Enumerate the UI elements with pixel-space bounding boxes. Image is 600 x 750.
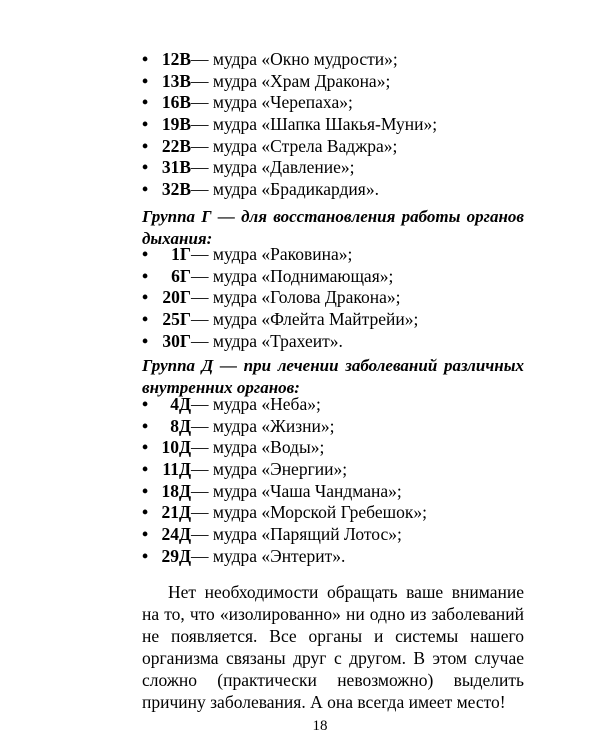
bullet: • [142,394,149,414]
mudra-name: — мудра «Энтерит». [191,545,346,566]
mudra-name: — мудра «Черепаха»; [191,92,353,113]
group-d-list [0,394,600,568]
bullet: • [142,502,149,523]
bullet: • [142,70,149,91]
page-number: 18 [312,718,328,734]
mudra-name: — мудра «Неба»; [191,394,321,414]
list-item [0,49,600,71]
group-g-heading: Группа Г — для восстановления работы органов дыхания: [142,207,524,248]
mudra-name: — мудра «Энергии»; [191,459,348,480]
mudra-code: 4Д [170,394,191,414]
bullet: • [142,480,149,501]
list-item [0,266,600,288]
list-item [0,481,600,503]
list-item [0,244,600,266]
mudra-name: — мудра «Воды»; [191,437,325,458]
mudra-code: 30Г [162,330,191,351]
bullet: • [142,309,149,330]
group-d-heading: Группа Д — при лечении заболеваний различных внутренних органов: [142,356,524,397]
body-paragraph: Нет необходимости обращать ваше внимание на то, что «изолированно» ни одно из заболеваний не появляется. Все органы и системы нашего организма связаны друг с другом. В этом случае сложно (практически невозможно) выделить причину заболевания. А она всегда имеет место! [142,582,524,712]
mudra-code: 20Г [162,287,191,308]
mudra-name: — мудра «Голова Дракона»; [191,287,401,308]
mudra-code: 18Д [161,480,191,501]
bullet: • [142,330,149,351]
list-item [0,114,600,136]
mudra-name: — мудра «Шапка Шакья-Муни»; [191,114,438,135]
mudra-name: — мудра «Давление»; [191,157,355,178]
bullet: • [142,415,149,436]
bullet: • [142,265,149,286]
mudra-name: — мудра «Стрела Ваджра»; [191,135,398,156]
bullet: • [142,92,149,113]
mudra-code: 21Д [161,502,191,523]
list-item [0,394,600,416]
list-item [0,71,600,93]
list-item [0,502,600,524]
mudra-code: 16В [161,92,191,113]
bullet: • [142,157,149,178]
list-item [0,416,600,438]
list-item [0,179,600,201]
mudra-code: 25Г [162,309,191,330]
mudra-name: — мудра «Раковина»; [191,244,353,264]
list-item [0,546,600,568]
mudra-name: — мудра «Окно мудрости»; [191,49,398,69]
bullet: • [142,437,149,458]
mudra-code: 31В [161,157,191,178]
mudra-name: — мудра «Трахеит». [191,330,343,351]
mudra-name: — мудра «Храм Дракона»; [191,70,391,91]
mudra-code: 19В [161,114,191,135]
bullet: • [142,114,149,135]
mudra-name: — мудра «Поднимающая»; [191,265,394,286]
mudra-name: — мудра «Брадикардия». [191,179,379,200]
mudra-code: 24Д [161,524,191,545]
bullet: • [142,287,149,308]
mudra-name: — мудра «Флейта Майтрейи»; [191,309,419,330]
bullet: • [142,49,149,69]
bullet: • [142,545,149,566]
group-g-list [0,244,600,352]
list-item [0,331,600,353]
list-item [0,287,600,309]
mudra-code: 12В [161,49,191,69]
group-v-list [0,49,600,201]
bullet: • [142,179,149,200]
mudra-code: 8Д [170,415,191,436]
mudra-code: 10Д [161,437,191,458]
bullet: • [142,244,149,264]
mudra-code: 11Д [162,459,191,480]
mudra-name: — мудра «Чаша Чандмана»; [191,480,402,501]
mudra-name: — мудра «Жизни»; [191,415,335,436]
bullet: • [142,459,149,480]
mudra-code: 1Г [171,244,191,264]
mudra-code: 29Д [161,545,191,566]
mudra-name: — мудра «Морской Гребешок»; [191,502,427,523]
list-item [0,309,600,331]
mudra-name: — мудра «Парящий Лотос»; [191,524,402,545]
bullet: • [142,524,149,545]
list-item [0,437,600,459]
bullet: • [142,135,149,156]
list-item [0,459,600,481]
list-item [0,524,600,546]
mudra-code: 22В [161,135,191,156]
list-item [0,136,600,158]
mudra-code: 32В [161,179,191,200]
list-item [0,92,600,114]
list-item [0,157,600,179]
mudra-code: 13В [161,70,191,91]
mudra-code: 6Г [171,265,191,286]
